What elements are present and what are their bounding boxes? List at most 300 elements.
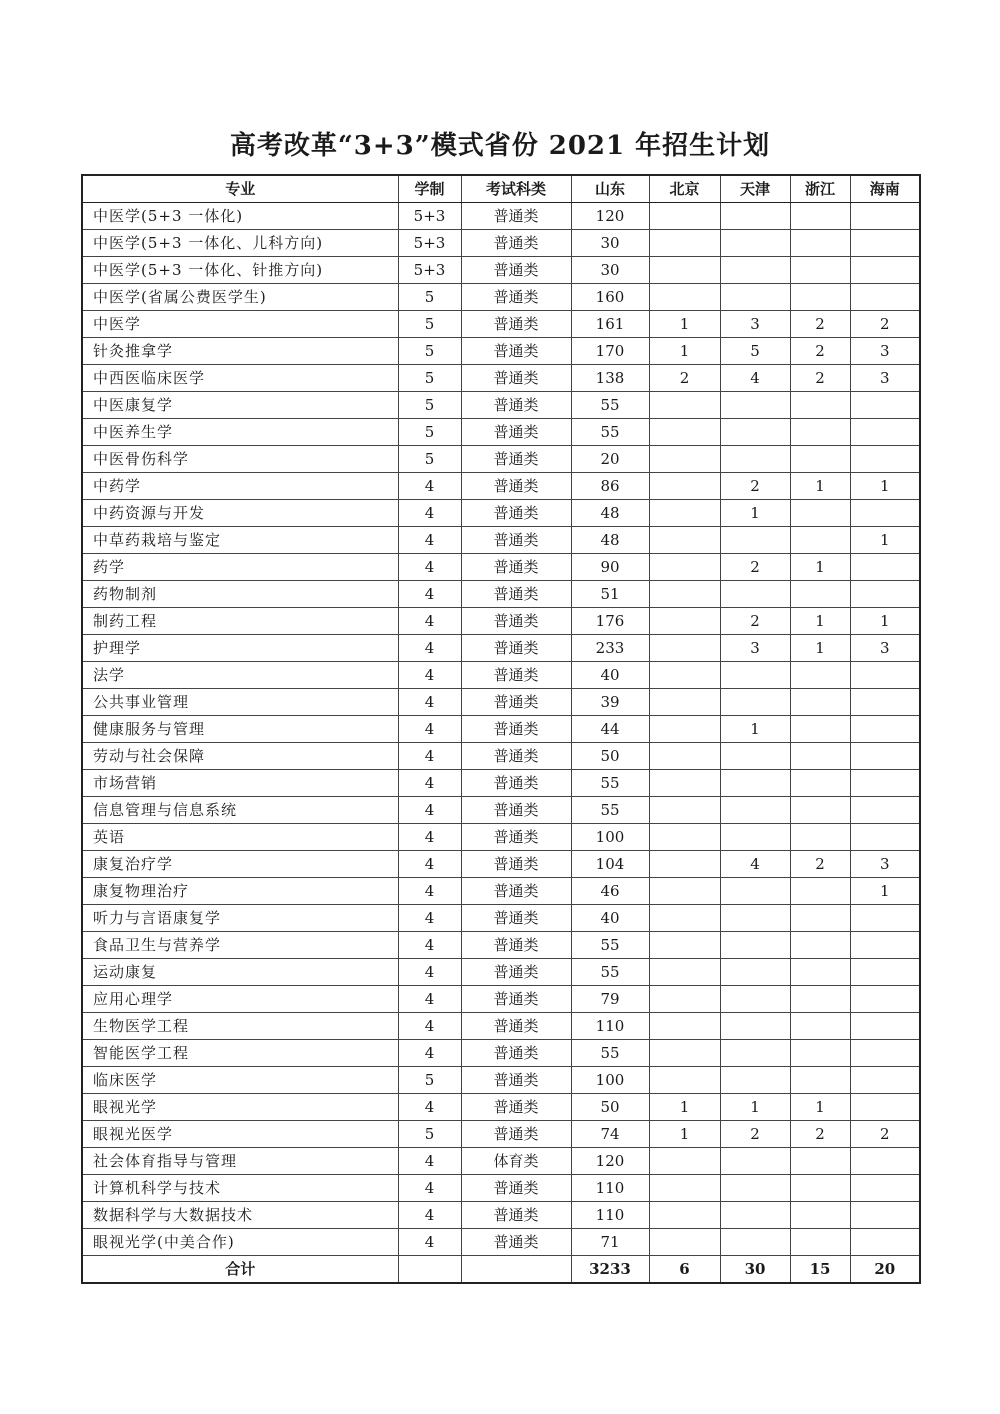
table-row [82, 554, 920, 581]
cell-shandong: 160 [571, 284, 649, 311]
cell-exam-category: 普通类 [461, 554, 571, 581]
cell-shandong: 55 [571, 932, 649, 959]
cell-exam-category: 普通类 [461, 662, 571, 689]
enrollment-plan-table [81, 174, 921, 1284]
cell-beijing [649, 527, 720, 554]
cell-tianjin [720, 230, 790, 257]
cell-duration: 5 [398, 419, 461, 446]
cell-shandong: 39 [571, 689, 649, 716]
cell-exam-category: 普通类 [461, 338, 571, 365]
cell-hainan [850, 500, 920, 527]
cell-major: 法学 [82, 662, 398, 689]
cell-hainan [850, 1094, 920, 1121]
cell-beijing: 1 [649, 1094, 720, 1121]
table-row [82, 851, 920, 878]
cell-exam-category: 普通类 [461, 419, 571, 446]
table-row [82, 608, 920, 635]
cell-hainan [850, 230, 920, 257]
cell-tianjin: 5 [720, 338, 790, 365]
cell-major: 智能医学工程 [82, 1040, 398, 1067]
cell-duration: 4 [398, 1040, 461, 1067]
cell-tianjin [720, 797, 790, 824]
cell-zhejiang [790, 1202, 850, 1229]
cell-hainan: 1 [850, 473, 920, 500]
cell-tianjin [720, 878, 790, 905]
table-row [82, 797, 920, 824]
cell-hainan [850, 1067, 920, 1094]
cell-beijing [649, 284, 720, 311]
cell-tianjin: 2 [720, 554, 790, 581]
cell-hainan: 3 [850, 851, 920, 878]
cell-exam-category: 普通类 [461, 959, 571, 986]
cell-hainan [850, 743, 920, 770]
cell-zhejiang [790, 392, 850, 419]
cell-duration: 4 [398, 1013, 461, 1040]
cell-beijing [649, 446, 720, 473]
cell-duration: 4 [398, 851, 461, 878]
cell-major: 康复治疗学 [82, 851, 398, 878]
cell-major: 中药学 [82, 473, 398, 500]
cell-major: 英语 [82, 824, 398, 851]
cell-beijing [649, 689, 720, 716]
cell-major: 中西医临床医学 [82, 365, 398, 392]
cell-exam-category: 普通类 [461, 1040, 571, 1067]
cell-major: 药物制剂 [82, 581, 398, 608]
cell-shandong: 161 [571, 311, 649, 338]
table-row [82, 1040, 920, 1067]
cell-exam-category: 普通类 [461, 284, 571, 311]
cell-exam-category: 普通类 [461, 581, 571, 608]
cell-beijing [649, 1202, 720, 1229]
cell-hainan [850, 932, 920, 959]
cell-exam-category: 普通类 [461, 473, 571, 500]
cell-hainan [850, 986, 920, 1013]
cell-zhejiang: 2 [790, 311, 850, 338]
table-row [82, 419, 920, 446]
cell-hainan: 3 [850, 338, 920, 365]
cell-exam-category: 普通类 [461, 851, 571, 878]
header-beijing: 北京 [649, 175, 720, 203]
cell-tianjin: 4 [720, 851, 790, 878]
cell-zhejiang [790, 527, 850, 554]
cell-shandong: 170 [571, 338, 649, 365]
cell-duration: 5 [398, 311, 461, 338]
cell-exam-category: 普通类 [461, 1121, 571, 1148]
cell-hainan [850, 419, 920, 446]
cell-shandong: 50 [571, 743, 649, 770]
cell-beijing [649, 824, 720, 851]
cell-major: 中医学(5+3 一体化) [82, 203, 398, 230]
cell-hainan [850, 581, 920, 608]
cell-shandong: 74 [571, 1121, 649, 1148]
cell-shandong: 120 [571, 203, 649, 230]
cell-beijing: 1 [649, 311, 720, 338]
cell-beijing [649, 797, 720, 824]
cell-hainan: 1 [850, 527, 920, 554]
cell-zhejiang [790, 1040, 850, 1067]
cell-duration: 5 [398, 365, 461, 392]
cell-exam-category: 普通类 [461, 527, 571, 554]
cell-exam-category: 普通类 [461, 1067, 571, 1094]
table-row [82, 1202, 920, 1229]
cell-exam-category: 普通类 [461, 1229, 571, 1256]
cell-shandong: 90 [571, 554, 649, 581]
header-major: 专业 [82, 175, 398, 203]
cell-duration: 4 [398, 554, 461, 581]
cell-hainan [850, 257, 920, 284]
cell-duration: 4 [398, 662, 461, 689]
header-shandong: 山东 [571, 175, 649, 203]
cell-major: 食品卫生与营养学 [82, 932, 398, 959]
cell-tianjin [720, 743, 790, 770]
cell-beijing [649, 581, 720, 608]
cell-exam-category: 普通类 [461, 203, 571, 230]
table-row [82, 824, 920, 851]
cell-shandong: 55 [571, 959, 649, 986]
cell-zhejiang [790, 932, 850, 959]
cell-exam-category: 普通类 [461, 608, 571, 635]
cell-major: 信息管理与信息系统 [82, 797, 398, 824]
cell-zhejiang: 1 [790, 473, 850, 500]
cell-duration: 5 [398, 284, 461, 311]
table-row [82, 446, 920, 473]
total-shandong: 3233 [571, 1256, 649, 1284]
cell-tianjin [720, 905, 790, 932]
cell-duration: 4 [398, 527, 461, 554]
cell-beijing [649, 932, 720, 959]
header-tianjin: 天津 [720, 175, 790, 203]
cell-tianjin [720, 1202, 790, 1229]
cell-major: 中医康复学 [82, 392, 398, 419]
cell-exam-category: 普通类 [461, 932, 571, 959]
cell-beijing [649, 257, 720, 284]
cell-beijing [649, 473, 720, 500]
cell-hainan: 1 [850, 878, 920, 905]
cell-major: 中医学 [82, 311, 398, 338]
cell-tianjin [720, 203, 790, 230]
table-row [82, 1148, 920, 1175]
cell-zhejiang [790, 500, 850, 527]
cell-zhejiang [790, 581, 850, 608]
cell-hainan [850, 203, 920, 230]
cell-duration: 4 [398, 824, 461, 851]
cell-hainan [850, 797, 920, 824]
cell-zhejiang [790, 689, 850, 716]
cell-shandong: 55 [571, 1040, 649, 1067]
cell-beijing: 1 [649, 338, 720, 365]
cell-exam-category: 普通类 [461, 365, 571, 392]
cell-exam-category: 普通类 [461, 797, 571, 824]
cell-duration: 5 [398, 1121, 461, 1148]
cell-zhejiang: 1 [790, 1094, 850, 1121]
cell-duration: 5 [398, 1067, 461, 1094]
cell-tianjin [720, 527, 790, 554]
cell-tianjin: 1 [720, 500, 790, 527]
cell-zhejiang [790, 959, 850, 986]
cell-duration: 4 [398, 473, 461, 500]
cell-zhejiang: 2 [790, 365, 850, 392]
cell-exam-category: 普通类 [461, 1175, 571, 1202]
cell-major: 市场营销 [82, 770, 398, 797]
cell-major: 生物医学工程 [82, 1013, 398, 1040]
cell-tianjin: 4 [720, 365, 790, 392]
cell-major: 中药资源与开发 [82, 500, 398, 527]
cell-shandong: 40 [571, 905, 649, 932]
cell-exam-category: 普通类 [461, 635, 571, 662]
document-title: 高考改革“3+3”模式省份 2021 年招生计划 [229, 131, 771, 161]
cell-beijing [649, 878, 720, 905]
cell-beijing [649, 230, 720, 257]
cell-major: 数据科学与大数据技术 [82, 1202, 398, 1229]
header-duration: 学制 [398, 175, 461, 203]
cell-major: 制药工程 [82, 608, 398, 635]
table-row [82, 311, 920, 338]
cell-major: 听力与言语康复学 [82, 905, 398, 932]
cell-hainan [850, 554, 920, 581]
cell-shandong: 100 [571, 824, 649, 851]
cell-duration: 4 [398, 608, 461, 635]
table-row [82, 473, 920, 500]
cell-beijing [649, 608, 720, 635]
cell-tianjin [720, 662, 790, 689]
cell-zhejiang [790, 878, 850, 905]
cell-exam-category: 普通类 [461, 716, 571, 743]
cell-duration: 5 [398, 446, 461, 473]
cell-major: 健康服务与管理 [82, 716, 398, 743]
cell-tianjin [720, 986, 790, 1013]
cell-hainan [850, 1229, 920, 1256]
cell-hainan [850, 689, 920, 716]
cell-zhejiang [790, 230, 850, 257]
cell-exam-category: 普通类 [461, 1094, 571, 1121]
cell-shandong: 30 [571, 257, 649, 284]
cell-tianjin [720, 1175, 790, 1202]
cell-shandong: 48 [571, 500, 649, 527]
cell-hainan [850, 1013, 920, 1040]
cell-exam-category: 普通类 [461, 392, 571, 419]
cell-exam-category: 普通类 [461, 770, 571, 797]
table-row [82, 1094, 920, 1121]
cell-shandong: 100 [571, 1067, 649, 1094]
cell-beijing [649, 419, 720, 446]
table-row [82, 1067, 920, 1094]
cell-hainan [850, 1175, 920, 1202]
cell-zhejiang [790, 446, 850, 473]
cell-duration: 4 [398, 1229, 461, 1256]
cell-duration: 4 [398, 770, 461, 797]
cell-hainan [850, 1040, 920, 1067]
cell-shandong: 55 [571, 392, 649, 419]
cell-zhejiang [790, 1229, 850, 1256]
cell-shandong: 138 [571, 365, 649, 392]
cell-shandong: 104 [571, 851, 649, 878]
cell-tianjin: 3 [720, 311, 790, 338]
header-exam-category: 考试科类 [461, 175, 571, 203]
cell-exam-category: 普通类 [461, 257, 571, 284]
table-row [82, 689, 920, 716]
cell-duration: 4 [398, 986, 461, 1013]
cell-major: 中医学(5+3 一体化、儿科方向) [82, 230, 398, 257]
cell-hainan [850, 770, 920, 797]
cell-zhejiang [790, 284, 850, 311]
cell-beijing [649, 743, 720, 770]
cell-hainan [850, 1202, 920, 1229]
total-row [82, 1256, 920, 1284]
cell-exam-category: 普通类 [461, 905, 571, 932]
table-row [82, 743, 920, 770]
cell-duration: 5+3 [398, 203, 461, 230]
cell-exam-category: 普通类 [461, 743, 571, 770]
table-row [82, 770, 920, 797]
table-row [82, 1229, 920, 1256]
cell-shandong: 79 [571, 986, 649, 1013]
total-label: 合计 [82, 1256, 398, 1284]
cell-tianjin [720, 932, 790, 959]
cell-tianjin [720, 1040, 790, 1067]
cell-shandong: 30 [571, 230, 649, 257]
table-row [82, 230, 920, 257]
cell-duration: 4 [398, 1094, 461, 1121]
cell-duration: 4 [398, 905, 461, 932]
cell-hainan: 3 [850, 635, 920, 662]
cell-tianjin [720, 581, 790, 608]
cell-beijing [649, 500, 720, 527]
table-row [82, 527, 920, 554]
total-zhejiang: 15 [790, 1256, 850, 1284]
cell-shandong: 176 [571, 608, 649, 635]
table-row [82, 1175, 920, 1202]
cell-beijing [649, 203, 720, 230]
cell-duration: 4 [398, 635, 461, 662]
cell-exam-category: 普通类 [461, 311, 571, 338]
cell-shandong: 233 [571, 635, 649, 662]
table-row [82, 662, 920, 689]
cell-tianjin: 2 [720, 1121, 790, 1148]
cell-tianjin [720, 689, 790, 716]
table-row [82, 284, 920, 311]
cell-exam-category: 普通类 [461, 1013, 571, 1040]
cell-beijing [649, 851, 720, 878]
cell-zhejiang [790, 986, 850, 1013]
cell-major: 康复物理治疗 [82, 878, 398, 905]
cell-shandong: 110 [571, 1013, 649, 1040]
table-row [82, 500, 920, 527]
cell-zhejiang [790, 1013, 850, 1040]
cell-duration: 5+3 [398, 230, 461, 257]
cell-hainan [850, 662, 920, 689]
cell-tianjin [720, 446, 790, 473]
cell-shandong: 120 [571, 1148, 649, 1175]
cell-zhejiang [790, 1067, 850, 1094]
cell-major: 中医学(省属公费医学生) [82, 284, 398, 311]
table-row [82, 1013, 920, 1040]
cell-zhejiang [790, 419, 850, 446]
cell-hainan [850, 446, 920, 473]
cell-duration: 4 [398, 1175, 461, 1202]
cell-major: 眼视光医学 [82, 1121, 398, 1148]
cell-tianjin [720, 824, 790, 851]
cell-beijing [649, 1067, 720, 1094]
cell-zhejiang: 2 [790, 338, 850, 365]
cell-shandong: 71 [571, 1229, 649, 1256]
cell-tianjin [720, 284, 790, 311]
total-beijing: 6 [649, 1256, 720, 1284]
cell-beijing [649, 716, 720, 743]
cell-hainan [850, 905, 920, 932]
cell-beijing [649, 1013, 720, 1040]
cell-tianjin: 2 [720, 473, 790, 500]
cell-zhejiang: 1 [790, 554, 850, 581]
cell-zhejiang [790, 824, 850, 851]
cell-major: 眼视光学(中美合作) [82, 1229, 398, 1256]
cell-zhejiang [790, 257, 850, 284]
header-zhejiang: 浙江 [790, 175, 850, 203]
cell-major: 社会体育指导与管理 [82, 1148, 398, 1175]
cell-tianjin [720, 392, 790, 419]
cell-zhejiang [790, 662, 850, 689]
cell-beijing [649, 770, 720, 797]
table-row [82, 932, 920, 959]
cell-zhejiang [790, 905, 850, 932]
cell-major: 公共事业管理 [82, 689, 398, 716]
cell-duration: 5+3 [398, 257, 461, 284]
cell-tianjin: 3 [720, 635, 790, 662]
cell-hainan [850, 959, 920, 986]
table-row [82, 959, 920, 986]
cell-zhejiang [790, 1175, 850, 1202]
cell-beijing: 2 [649, 365, 720, 392]
cell-beijing [649, 1148, 720, 1175]
cell-hainan [850, 1148, 920, 1175]
cell-tianjin [720, 1013, 790, 1040]
cell-major: 护理学 [82, 635, 398, 662]
table-row [82, 338, 920, 365]
cell-major: 计算机科学与技术 [82, 1175, 398, 1202]
cell-shandong: 86 [571, 473, 649, 500]
cell-shandong: 48 [571, 527, 649, 554]
cell-tianjin: 2 [720, 608, 790, 635]
cell-beijing [649, 392, 720, 419]
cell-hainan [850, 824, 920, 851]
cell-shandong: 55 [571, 770, 649, 797]
cell-major: 中医养生学 [82, 419, 398, 446]
cell-zhejiang [790, 716, 850, 743]
cell-major: 临床医学 [82, 1067, 398, 1094]
cell-exam-category: 体育类 [461, 1148, 571, 1175]
cell-duration: 4 [398, 1148, 461, 1175]
cell-shandong: 110 [571, 1202, 649, 1229]
cell-tianjin [720, 770, 790, 797]
cell-exam-category: 普通类 [461, 1202, 571, 1229]
table-header-row [82, 175, 920, 203]
cell-beijing [649, 905, 720, 932]
cell-shandong: 55 [571, 797, 649, 824]
cell-exam-category: 普通类 [461, 824, 571, 851]
cell-zhejiang: 2 [790, 1121, 850, 1148]
cell-zhejiang [790, 797, 850, 824]
cell-shandong: 110 [571, 1175, 649, 1202]
cell-beijing: 1 [649, 1121, 720, 1148]
cell-beijing [649, 1040, 720, 1067]
cell-hainan [850, 284, 920, 311]
cell-duration: 4 [398, 716, 461, 743]
cell-major: 中草药栽培与鉴定 [82, 527, 398, 554]
cell-duration: 4 [398, 959, 461, 986]
cell-exam-category: 普通类 [461, 446, 571, 473]
cell-hainan [850, 392, 920, 419]
cell-duration: 4 [398, 581, 461, 608]
cell-duration: 4 [398, 797, 461, 824]
